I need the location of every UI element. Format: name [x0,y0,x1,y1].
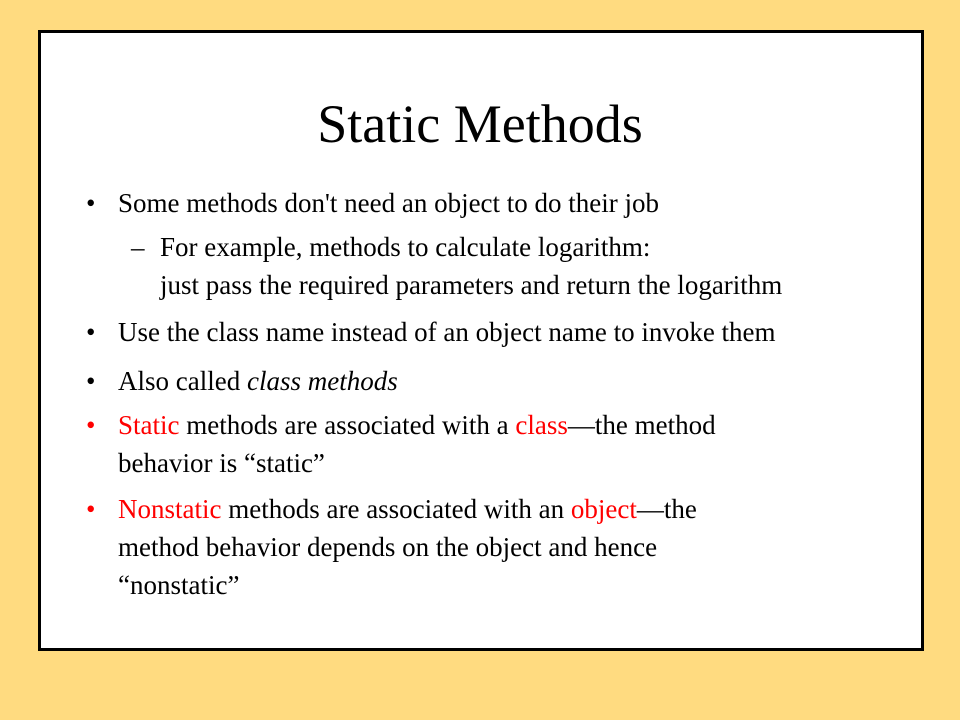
bullet-marker: • [86,366,96,396]
bullet-text-segment: —the method [567,410,716,440]
bullet-text-segment: —the [636,494,697,524]
bullet-text: Use the class name instead of an object name to invoke them [118,317,776,347]
slide-title: Static Methods [317,94,643,154]
bullet-marker: • [86,188,96,218]
bullet-text-segment: methods are associated with an [221,494,571,524]
class-methods-emphasis: class methods [246,366,398,396]
bullet-marker: • [86,494,96,524]
static-highlight: Static [118,410,180,440]
bullet-text-segment: methods are associated with a [179,410,516,440]
bullet-marker: • [86,317,96,347]
sub-bullet-line-2: just pass the required parameters and return the logarithm [160,270,783,300]
sub-bullet-line-1: For example, methods to calculate logarithm: [160,232,651,262]
object-highlight: object [570,494,637,524]
bullet-marker: • [86,410,96,440]
bullet-text-prefix: Also called [118,366,247,396]
bullet-text [118,364,398,398]
bullet-text: Some methods don't need an object to do their job [118,188,660,218]
sub-bullet-marker: – [131,232,145,262]
bullet-text-line-2: behavior is “static” [118,448,325,478]
bullet-text-line-1 [118,408,716,442]
bullet-text-line-2: method behavior depends on the object and hence [118,532,658,562]
bullet-text-line-3: “nonstatic” [118,570,240,600]
bullet-text-line-1 [118,492,697,526]
nonstatic-highlight: Nonstatic [118,494,222,524]
class-highlight: class [515,410,568,440]
